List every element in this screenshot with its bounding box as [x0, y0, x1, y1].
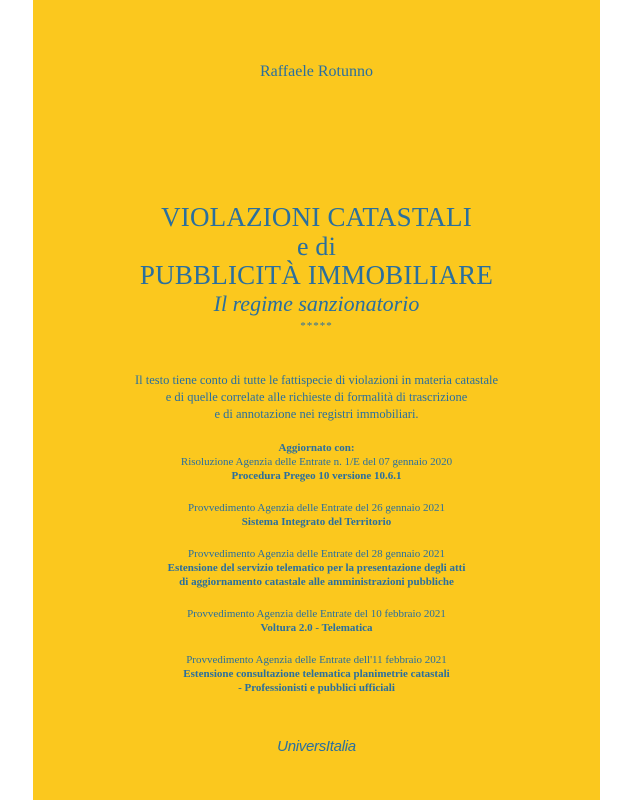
update-source: Provvedimento Agenzia delle Entrate del 26 gennaio 2021 — [188, 502, 445, 514]
update-entry — [33, 607, 600, 635]
update-source: Risoluzione Agenzia delle Entrate n. 1/E del 07 gennaio 2020 — [180, 456, 453, 468]
update-topic: Procedura Pregeo 10 versione 10.6.1 — [231, 470, 402, 482]
update-topic: Estensione del servizio telematico per la presentazione degli atti — [167, 562, 466, 574]
subtitle: Il regime sanzionatorio — [213, 291, 420, 316]
publisher-logo: UniversItalia — [277, 738, 356, 755]
author-name: Raffaele Rotunno — [259, 63, 373, 80]
separator-stars: ***** — [300, 320, 333, 332]
update-source: Provvedimento Agenzia delle Entrate dell'11 febbraio 2021 — [186, 654, 447, 666]
intro-line-2: e di quelle correlate alle richieste di formalità di trascrizione — [165, 390, 468, 404]
update-entry — [33, 455, 600, 483]
update-entry — [33, 547, 600, 589]
title-line-1: VIOLAZIONI CATASTALI — [161, 202, 472, 232]
update-topic: Sistema Integrato del Territorio — [241, 516, 392, 528]
update-topic: Estensione consultazione telematica planimetrie catastali — [183, 668, 450, 680]
intro-line-1: Il testo tiene conto di tutte le fattispecie di violazioni in materia catastale — [134, 373, 499, 387]
title-block — [33, 203, 600, 332]
title-line-3: PUBBLICITÀ IMMOBILIARE — [139, 260, 494, 290]
intro-text — [33, 372, 600, 423]
intro-line-3: e di annotazione nei registri immobiliari. — [214, 407, 419, 421]
book-cover — [33, 0, 600, 800]
update-source: Provvedimento Agenzia delle Entrate del 28 gennaio 2021 — [188, 548, 445, 560]
updates-section — [33, 441, 600, 713]
update-source: Provvedimento Agenzia delle Entrate del 10 febbraio 2021 — [187, 608, 446, 620]
update-entry — [33, 653, 600, 695]
updates-heading: Aggiornato con: — [278, 442, 355, 454]
update-entry — [33, 501, 600, 529]
update-topic-continued: - Professionisti e pubblici ufficiali — [238, 682, 395, 694]
update-topic-continued: di aggiornamento catastale alle amministrazioni pubbliche — [179, 576, 454, 588]
update-topic: Voltura 2.0 - Telematica — [260, 622, 373, 634]
title-line-2: e di — [296, 232, 337, 261]
